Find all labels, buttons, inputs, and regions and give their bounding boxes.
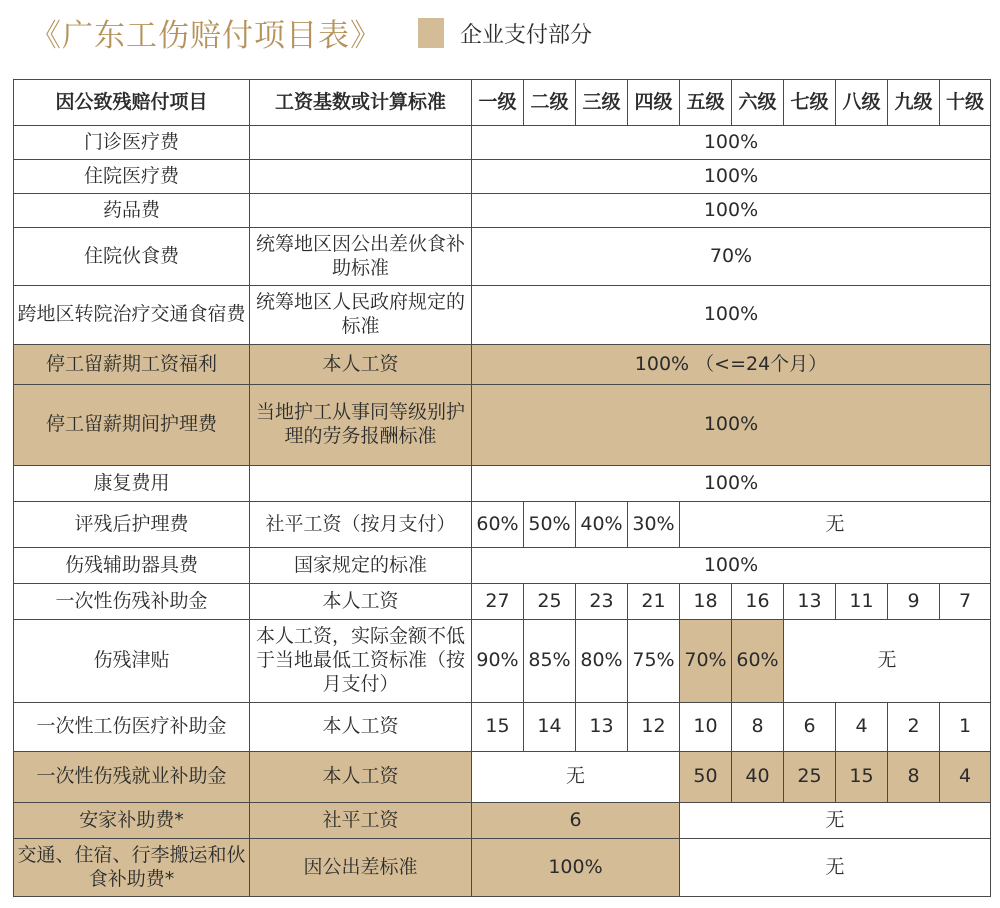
- row-basis: [250, 194, 472, 228]
- row-basis: 本人工资: [250, 584, 472, 620]
- row-value-all: 100%: [472, 548, 991, 584]
- row-basis: [250, 160, 472, 194]
- header-grade-1: 一级: [472, 80, 524, 126]
- table-row: [14, 703, 991, 752]
- row-value-rest: 无: [680, 803, 991, 839]
- grade-cell: 27: [472, 584, 524, 620]
- grade-cell: 9: [888, 584, 940, 620]
- grade-cell: 8: [888, 752, 940, 803]
- table-row: [14, 502, 991, 548]
- header-item: 因公致残赔付项目: [14, 80, 250, 126]
- row-value-all: 100% （<=24个月）: [472, 345, 991, 385]
- legend-label: 企业支付部分: [460, 23, 593, 48]
- grade-cell: 50: [680, 752, 732, 803]
- row-item: 安家补助费*: [14, 803, 250, 839]
- row-value-rest: 无: [784, 620, 991, 703]
- grade-cell: 40: [732, 752, 784, 803]
- table-row: [14, 228, 991, 286]
- table-row: [14, 584, 991, 620]
- header-grade-5: 五级: [680, 80, 732, 126]
- row-value-first: 6: [472, 803, 680, 839]
- row-item: 一次性伤残就业补助金: [14, 752, 250, 803]
- header-grade-4: 四级: [628, 80, 680, 126]
- header-grade-2: 二级: [524, 80, 576, 126]
- table-row: [14, 385, 991, 466]
- page-bottom-edge: [0, 900, 1000, 908]
- row-basis: 国家规定的标准: [250, 548, 472, 584]
- table-row: [14, 803, 991, 839]
- grade-cell: 6: [784, 703, 836, 752]
- row-item: 伤残辅助器具费: [14, 548, 250, 584]
- table-row: [14, 286, 991, 345]
- grade-cell: 16: [732, 584, 784, 620]
- row-value-rest: 无: [680, 839, 991, 897]
- header-grade-8: 八级: [836, 80, 888, 126]
- row-item: 停工留薪期工资福利: [14, 345, 250, 385]
- row-item: 一次性工伤医疗补助金: [14, 703, 250, 752]
- row-item: 停工留薪期间护理费: [14, 385, 250, 466]
- table-row: [14, 160, 991, 194]
- row-item: 康复费用: [14, 466, 250, 502]
- header-grade-10: 十级: [940, 80, 991, 126]
- header-grade-3: 三级: [576, 80, 628, 126]
- row-item: 门诊医疗费: [14, 126, 250, 160]
- compensation-table: [13, 79, 991, 897]
- grade-cell: 13: [576, 703, 628, 752]
- row-item: 伤残津贴: [14, 620, 250, 703]
- header-basis: 工资基数或计算标准: [250, 80, 472, 126]
- table-row: [14, 466, 991, 502]
- grade-cell: 14: [524, 703, 576, 752]
- row-basis: 统筹地区人民政府规定的标准: [250, 286, 472, 345]
- row-basis: 社平工资: [250, 803, 472, 839]
- row-basis: 统筹地区因公出差伙食补助标准: [250, 228, 472, 286]
- row-value-all: 100%: [472, 286, 991, 345]
- row-value-first: 无: [472, 752, 680, 803]
- grade-cell: 2: [888, 703, 940, 752]
- legend-swatch: [418, 18, 444, 48]
- row-basis: 本人工资: [250, 345, 472, 385]
- header-row: [14, 80, 991, 126]
- table-row: [14, 126, 991, 160]
- row-basis: 本人工资，实际金额不低于当地最低工资标准（按月支付）: [250, 620, 472, 703]
- table-row: [14, 548, 991, 584]
- grade-cell: 15: [836, 752, 888, 803]
- row-value-all: 100%: [472, 160, 991, 194]
- grade-cell: 7: [940, 584, 991, 620]
- row-item: 住院伙食费: [14, 228, 250, 286]
- row-value-all: 100%: [472, 194, 991, 228]
- row-value-all: 70%: [472, 228, 991, 286]
- row-value-first: 100%: [472, 839, 680, 897]
- row-value-all: 100%: [472, 385, 991, 466]
- grade-cell: 30%: [628, 502, 680, 548]
- grade-cell: 50%: [524, 502, 576, 548]
- row-basis: 本人工资: [250, 752, 472, 803]
- header-grade-6: 六级: [732, 80, 784, 126]
- grade-cell: 13: [784, 584, 836, 620]
- grade-cell: 18: [680, 584, 732, 620]
- grade-cell: 85%: [524, 620, 576, 703]
- grade-cell: 12: [628, 703, 680, 752]
- grade-cell: 25: [524, 584, 576, 620]
- grade-cell: 40%: [576, 502, 628, 548]
- row-item: 住院医疗费: [14, 160, 250, 194]
- grade-cell: 4: [836, 703, 888, 752]
- grade-cell: 21: [628, 584, 680, 620]
- row-value-rest: 无: [680, 502, 991, 548]
- row-item: 跨地区转院治疗交通食宿费: [14, 286, 250, 345]
- header-grade-9: 九级: [888, 80, 940, 126]
- grade-cell: 75%: [628, 620, 680, 703]
- row-item: 药品费: [14, 194, 250, 228]
- row-basis: 当地护工从事同等级别护理的劳务报酬标准: [250, 385, 472, 466]
- row-basis: 社平工资（按月支付）: [250, 502, 472, 548]
- table-row: [14, 194, 991, 228]
- table-row: [14, 345, 991, 385]
- grade-cell: 10: [680, 703, 732, 752]
- header-grade-7: 七级: [784, 80, 836, 126]
- table-row: [14, 620, 991, 703]
- grade-cell: 1: [940, 703, 991, 752]
- row-basis: [250, 126, 472, 160]
- grade-cell: 15: [472, 703, 524, 752]
- grade-cell: 23: [576, 584, 628, 620]
- grade-cell: 60%: [472, 502, 524, 548]
- grade-cell: 60%: [732, 620, 784, 703]
- row-value-all: 100%: [472, 126, 991, 160]
- grade-cell: 11: [836, 584, 888, 620]
- row-value-all: 100%: [472, 466, 991, 502]
- row-item: 一次性伤残补助金: [14, 584, 250, 620]
- grade-cell: 90%: [472, 620, 524, 703]
- row-item: 评残后护理费: [14, 502, 250, 548]
- grade-cell: 4: [940, 752, 991, 803]
- row-basis: [250, 466, 472, 502]
- grade-cell: 8: [732, 703, 784, 752]
- grade-cell: 80%: [576, 620, 628, 703]
- grade-cell: 70%: [680, 620, 732, 703]
- table-row: [14, 839, 991, 897]
- page-title: 《广东工伤赔付项目表》: [30, 18, 382, 54]
- row-basis: 本人工资: [250, 703, 472, 752]
- row-basis: 因公出差标准: [250, 839, 472, 897]
- grade-cell: 25: [784, 752, 836, 803]
- row-item: 交通、住宿、行李搬运和伙食补助费*: [14, 839, 250, 897]
- table-row: [14, 752, 991, 803]
